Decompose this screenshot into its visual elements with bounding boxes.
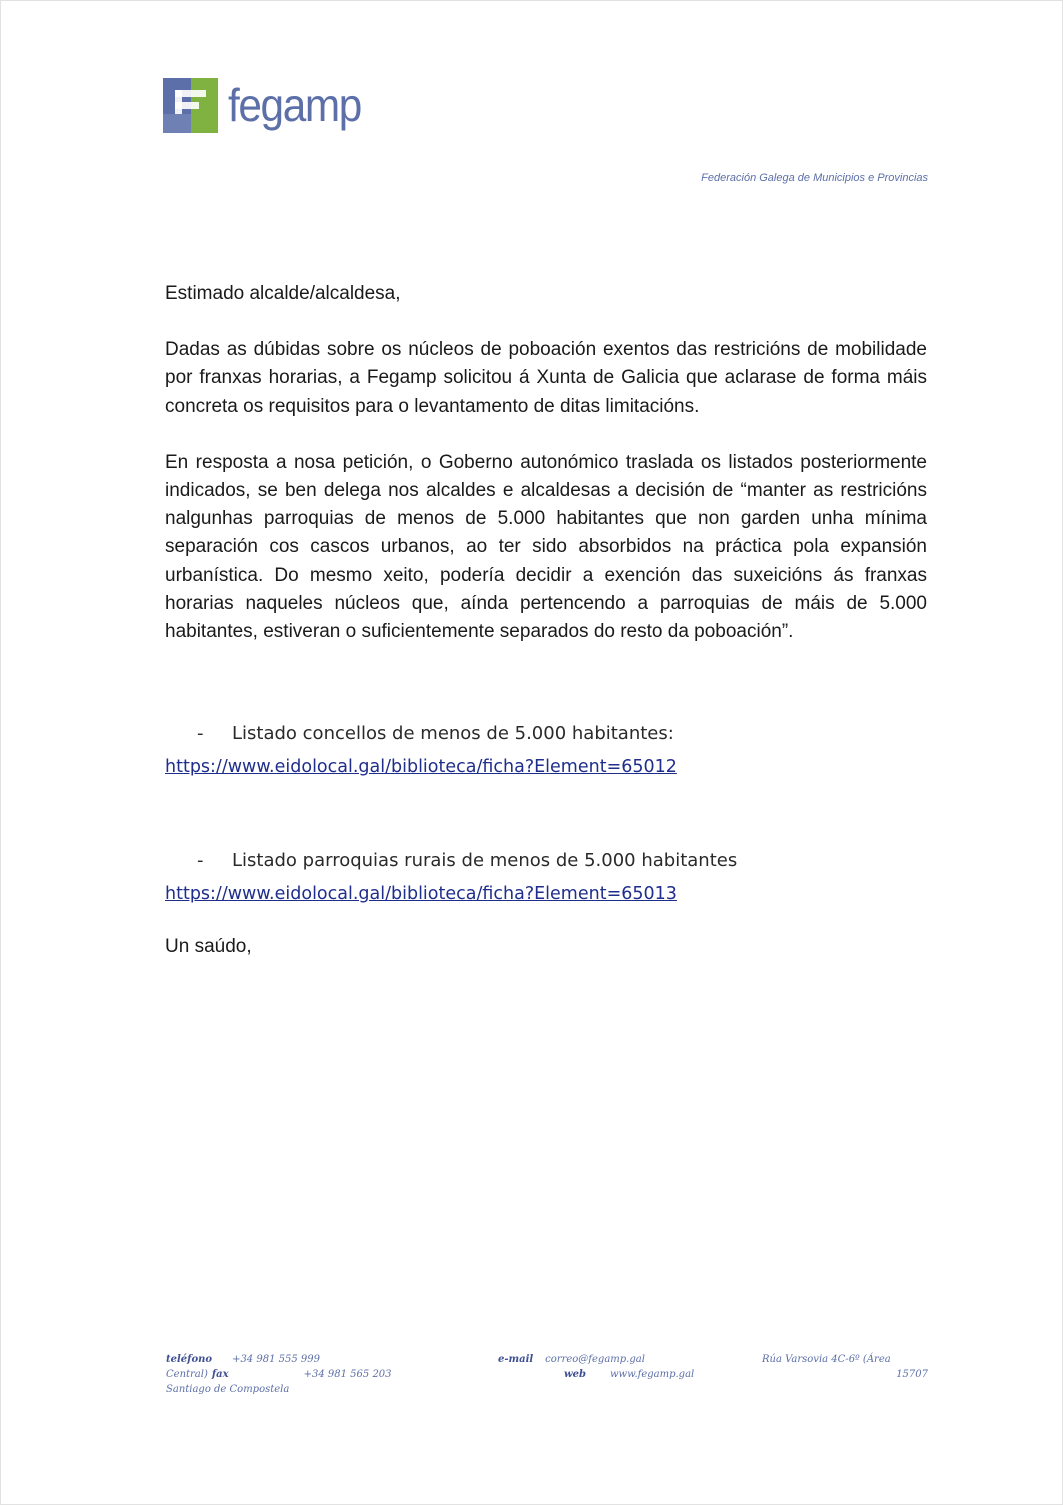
city: Santiago de Compostela: [166, 1384, 290, 1395]
fax-value: +34 981 565 203: [303, 1369, 392, 1380]
web-value[interactable]: www.fegamp.gal: [609, 1369, 695, 1380]
paragraph-2: En resposta a nosa petición, o Goberno autonómico traslada os listados posteriormente indicados, se ben delega nos alcaldes e alcaldesas a decisión de “manter as restricións nalgunhas parroquias de menos de 5.000 habitantes que non garden unha mínima separación cos cascos urbanos, ao ter sido absorbidos na práctica pola expansión urbanística. Do mesmo xeito, podería decidir a exención das suxeicións ás franxas horarias naqueles núcleos que, aínda pertencendo a parroquias de máis de 5.000 habitantes, estiveran o suficientemente separados do resto da poboación”.: [165, 451, 927, 643]
paragraph-1: Dadas as dúbidas sobre os núcleos de poboación exentos das restricións de mobilidade por franxas horarias, a Fegamp solicitou á Xunta de Galicia que aclarase de forma máis concreta os requisitos para o levantamento de ditas limitacións.: [165, 339, 927, 417]
logo-text: fegamp: [228, 79, 361, 131]
list-dash: -: [197, 850, 204, 871]
footer-contact-phone: [166, 1352, 406, 1397]
closing: Un saúdo,: [165, 936, 252, 957]
fegamp-logo: [163, 76, 372, 134]
footer-address: [762, 1352, 928, 1382]
fax-label: fax: [211, 1369, 229, 1380]
list-item-label: Listado parroquias rurais de menos de 5.000 habitantes: [232, 850, 738, 871]
central-label: Central): [166, 1369, 208, 1380]
address-line-2: 15707: [896, 1369, 928, 1380]
federation-name: Federación Galega de Municipios e Provincias: [701, 172, 928, 184]
phone-label: teléfono: [166, 1354, 213, 1365]
phone-value: +34 981 555 999: [232, 1354, 320, 1365]
list-dash: -: [197, 723, 204, 744]
web-label: web: [564, 1369, 586, 1380]
email-label: e-mail: [498, 1354, 534, 1365]
list-item-link[interactable]: https://www.eidolocal.gal/biblioteca/ficha?Element=65013: [165, 884, 677, 904]
address-line-1: Rúa Varsovia 4C-6º (Área: [762, 1354, 891, 1365]
list-item: [165, 850, 927, 908]
list-item-link[interactable]: https://www.eidolocal.gal/biblioteca/ficha?Element=65012: [165, 757, 677, 777]
email-value[interactable]: correo@fegamp.gal: [545, 1354, 645, 1365]
list-item: [165, 723, 927, 781]
greeting: Estimado alcalde/alcaldesa,: [165, 283, 401, 304]
list-item-label: Listado concellos de menos de 5.000 habitantes:: [232, 723, 674, 744]
fegamp-logo-icon: [163, 78, 218, 133]
footer-contact-online: [498, 1352, 718, 1382]
letter-body: [165, 280, 927, 646]
